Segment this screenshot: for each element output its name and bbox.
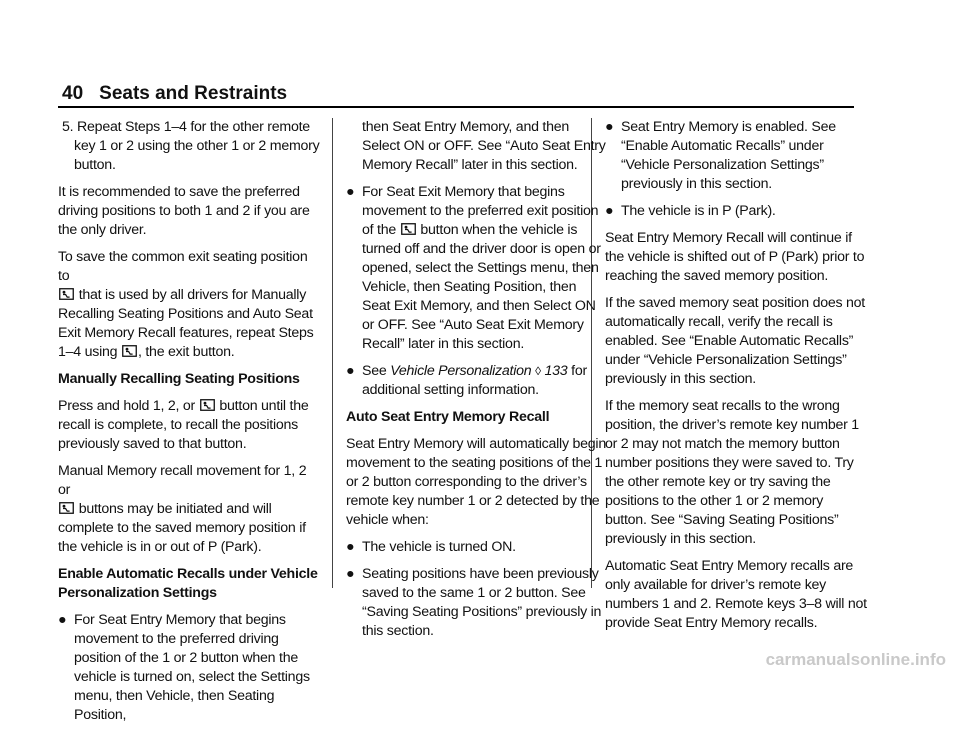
list-item-text: The vehicle is turned ON.	[362, 539, 516, 555]
section-title: Seats and Restraints	[99, 83, 288, 104]
column-2	[346, 118, 608, 649]
column-3	[605, 118, 867, 641]
bullet-icon: ●	[58, 612, 67, 628]
press-text-b: button until the recall is complete, to recall the positions previously saved to that button.	[58, 398, 309, 452]
exit-memory-button-icon	[59, 288, 74, 300]
subheading-manual-recall: Manually Recalling Seating Positions	[58, 371, 300, 387]
watermark: carmanualsonline.info	[765, 650, 946, 669]
bullet-icon: ●	[605, 203, 614, 219]
see-tail: for additional setting information.	[362, 363, 587, 398]
list-item-text: The vehicle is in P (Park).	[621, 203, 776, 219]
list-item	[605, 118, 867, 194]
column-1	[58, 118, 320, 733]
list-item	[346, 362, 608, 400]
see-word: See	[362, 363, 387, 379]
list-item	[605, 202, 867, 221]
press-hold-paragraph	[58, 397, 320, 454]
step-5	[58, 118, 320, 175]
list-item	[346, 565, 608, 641]
enable-list	[58, 611, 320, 725]
list-item-text: Seat Entry Memory is enabled. See “Enable Automatic Recalls” under “Vehicle Personalization Settings” previously in this section.	[621, 119, 836, 192]
vehicle-personalization-link[interactable]: Vehicle Personalization	[390, 363, 532, 379]
bullet-icon: ●	[346, 184, 355, 200]
page-reference-icon: ◊	[535, 364, 541, 378]
conditions-list-continued	[605, 118, 867, 221]
exit-memory-text-a: For Seat Exit Memory that begins movement to the preferred exit position of the	[362, 184, 599, 238]
verify-paragraph: If the saved memory seat position does not automatically recall, verify the recall is enabled. See “Enable Automatic Recalls” under “Vehicle Personalization Settings” previously in this section.	[605, 295, 865, 387]
continued-paragraph: then Seat Entry Memory, and then Select ON or OFF. See “Auto Seat Entry Memory Recall” later in this section.	[362, 119, 606, 173]
column-divider	[332, 118, 333, 588]
exit-position-paragraph	[58, 248, 320, 362]
exit-memory-button-icon	[122, 345, 137, 357]
bullet-icon: ●	[346, 566, 355, 582]
bullet-icon: ●	[605, 119, 614, 135]
list-item	[346, 183, 608, 354]
header-rule	[58, 106, 854, 108]
press-text-a: Press and hold 1, 2, or	[58, 398, 195, 414]
auto-entry-paragraph: Seat Entry Memory will automatically begin movement to the seating positions of the 1 or 2 button corresponding to the driver’s remote key number 1 or 2 detected by the vehicle when:	[346, 436, 606, 528]
exit-text-b: that is used by all drivers for Manually Recalling Seating Positions and Auto Seat Exit Memory Recall features, repeat Steps 1–4 using	[58, 287, 314, 360]
subheading-enable-recalls: Enable Automatic Recalls under Vehicle Personalization Settings	[58, 566, 318, 601]
step-text: Repeat Steps 1–4 for the other remote key 1 or 2 using the other 1 or 2 memory button.	[74, 119, 320, 173]
recommendation-paragraph: It is recommended to save the preferred driving positions to both 1 and 2 if you are the only driver.	[58, 184, 310, 238]
wrong-position-paragraph: If the memory seat recalls to the wrong position, the driver’s remote key number 1 or 2 may not match the memory button number positions they were saved to. Try the other remote key or try saving the positions to the other 1 or 2 memory button. See “Saving Seating Positions” previously in this section.	[605, 398, 859, 547]
exit-memory-button-icon	[59, 502, 74, 514]
settings-list	[346, 183, 608, 400]
list-item-text: Seating positions have been previously saved to the same 1 or 2 button. See “Saving Seating Positions” previously in this section.	[362, 566, 602, 639]
page-header	[62, 80, 852, 108]
page-reference-number[interactable]: 133	[544, 363, 568, 379]
list-item	[346, 538, 608, 557]
movement-text-a: Manual Memory recall movement for 1, 2 or	[58, 463, 307, 498]
exit-memory-text-b: button when the vehicle is turned off and the driver door is open or opened, select the Settings menu, then Vehicle, then Seating Position, then Seat Exit Memory, and then Select ON or OFF. See “Auto Seat Exit Memory Recall” later in this section.	[362, 222, 601, 352]
availability-paragraph: Automatic Seat Entry Memory recalls are only available for driver’s remote key numbers 1 and 2. Remote keys 3–8 will not provide Seat Entry Memory recalls.	[605, 558, 867, 631]
exit-text-c: , the exit button.	[137, 344, 235, 360]
exit-text-a: To save the common exit seating position to	[58, 249, 308, 284]
manual-movement-paragraph	[58, 462, 320, 557]
page-number: 40	[62, 83, 84, 104]
exit-memory-button-icon	[401, 223, 416, 235]
step-number: 5.	[62, 119, 74, 135]
list-item-text: For Seat Entry Memory that begins movement to the preferred driving position of the 1 or 2 button when the vehicle is turned on, select the Settings menu, then Vehicle, then Seating Position,	[74, 612, 310, 723]
subheading-auto-entry: Auto Seat Entry Memory Recall	[346, 409, 550, 425]
continue-paragraph: Seat Entry Memory Recall will continue if the vehicle is shifted out of P (Park) prior to reaching the saved memory position.	[605, 230, 865, 284]
bullet-icon: ●	[346, 539, 355, 555]
bullet-icon: ●	[346, 363, 355, 379]
conditions-list	[346, 538, 608, 641]
movement-text-b: buttons may be initiated and will complete to the saved memory position if the vehicle is in or out of P (Park).	[58, 501, 306, 555]
exit-memory-button-icon	[200, 399, 215, 411]
list-item	[58, 611, 320, 725]
